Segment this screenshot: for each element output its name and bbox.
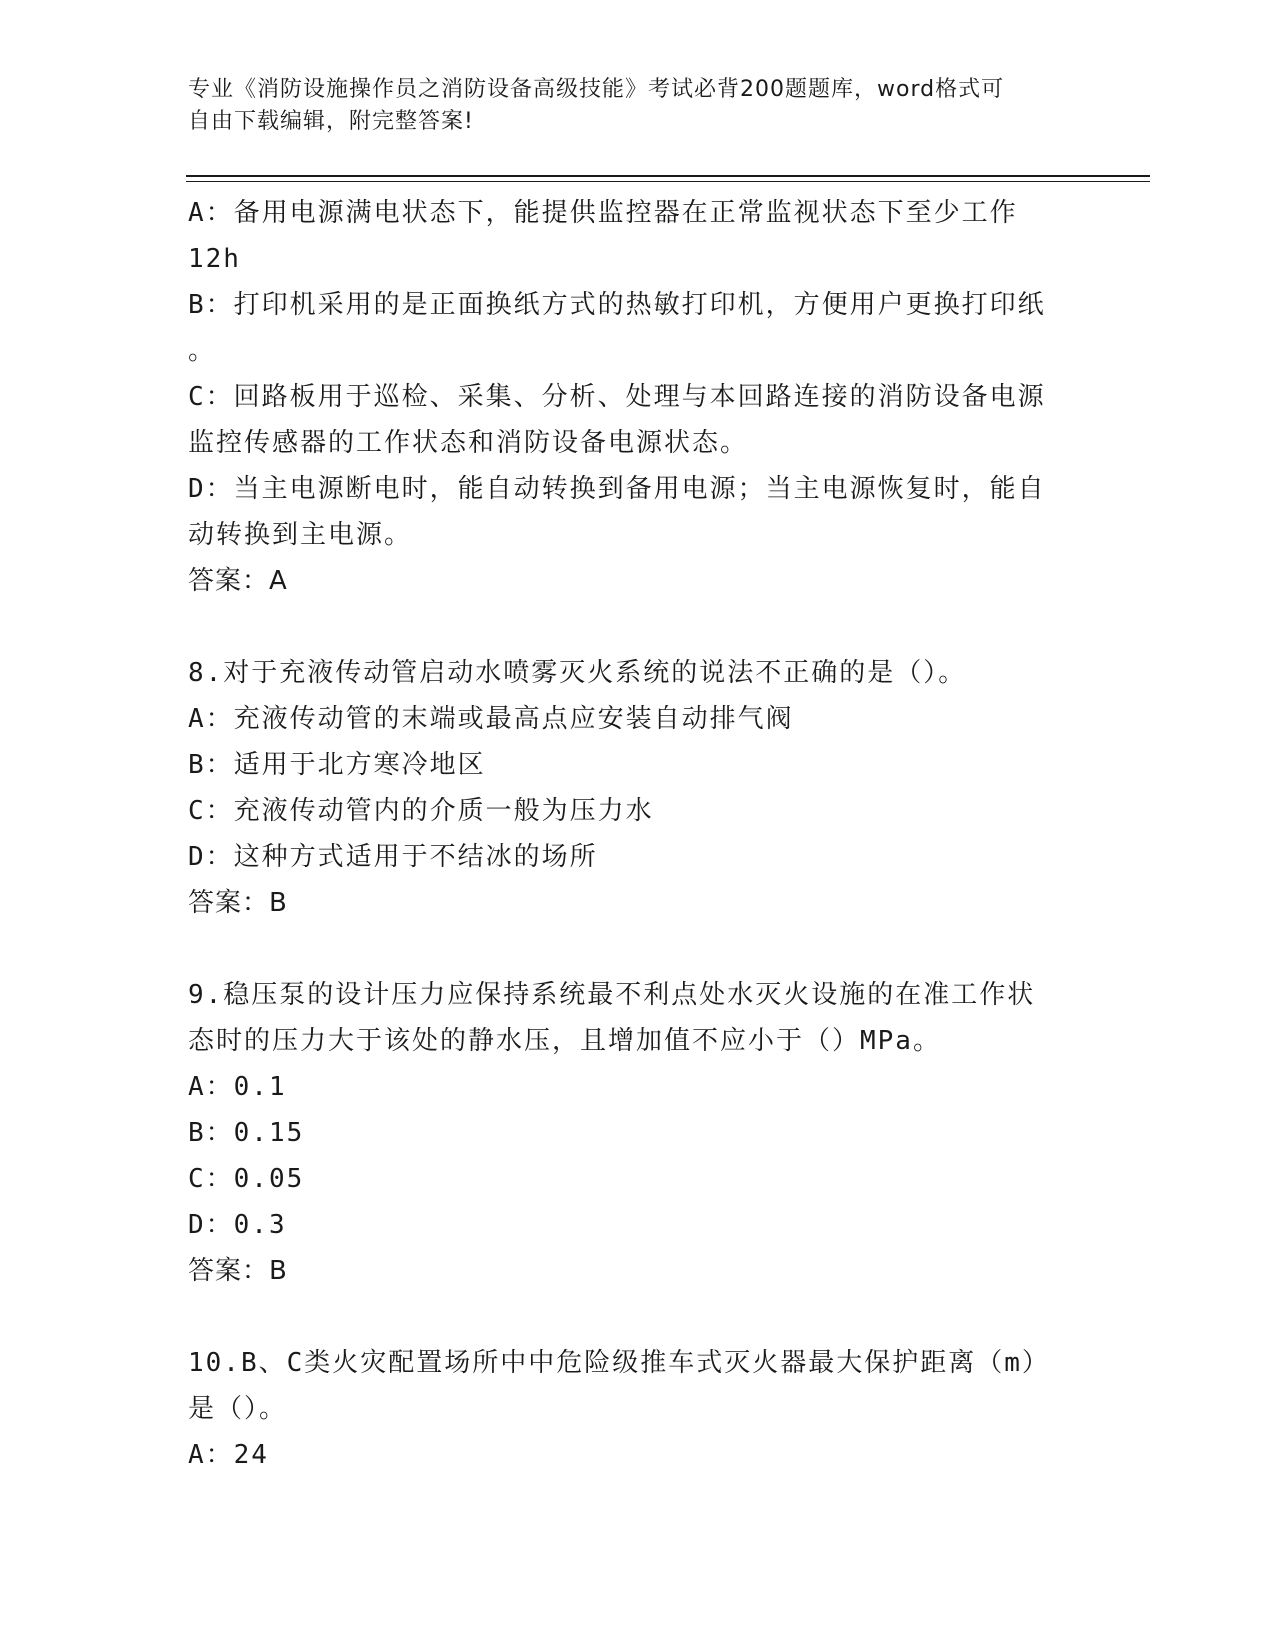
option-a-continued: 12h <box>188 244 241 274</box>
option-d: D：这种方式适用于不结冰的场所 <box>188 842 598 872</box>
option-c: C：0.05 <box>188 1164 305 1194</box>
option-a: A：0.1 <box>188 1072 287 1102</box>
answer-line: 答案：B <box>188 1256 288 1286</box>
header-divider-thick <box>186 175 1150 177</box>
spacer <box>188 926 1088 972</box>
answer-line: 答案：A <box>188 566 288 596</box>
option-a: A：充液传动管的末端或最高点应安装自动排气阀 <box>188 704 794 734</box>
option-a: A：备用电源满电状态下，能提供监控器在正常监视状态下至少工作 <box>188 198 1018 228</box>
question-block-10 <box>188 1340 1088 1478</box>
question-stem: 8.对于充液传动管启动水喷雾灭火系统的说法不正确的是（）。 <box>188 658 967 688</box>
question-block-previous <box>188 190 1088 604</box>
option-a: A：24 <box>188 1440 269 1470</box>
question-stem: 9.稳压泵的设计压力应保持系统最不利点处水灭火设施的在准工作状 <box>188 980 1036 1010</box>
document-header <box>188 74 1068 138</box>
header-line-1: 专业《消防设施操作员之消防设备高级技能》考试必背200题题库，word格式可 <box>188 77 1005 102</box>
answer-line: 答案：B <box>188 888 288 918</box>
question-stem: 10.B、C类火灾配置场所中中危险级推车式灭火器最大保护距离（m） <box>188 1348 1050 1378</box>
option-d-continued: 动转换到主电源。 <box>188 520 413 550</box>
option-c: C：回路板用于巡检、采集、分析、处理与本回路连接的消防设备电源 <box>188 382 1046 412</box>
option-c: C：充液传动管内的介质一般为压力水 <box>188 796 654 826</box>
option-b: B：适用于北方寒冷地区 <box>188 750 486 780</box>
option-b: B：打印机采用的是正面换纸方式的热敏打印机，方便用户更换打印纸 <box>188 290 1046 320</box>
spacer <box>188 604 1088 650</box>
spacer <box>188 1294 1088 1340</box>
question-stem-continued: 是（）。 <box>188 1394 288 1424</box>
question-block-8 <box>188 650 1088 926</box>
header-line-2: 自由下载编辑，附完整答案! <box>188 109 474 134</box>
option-c-continued: 监控传感器的工作状态和消防设备电源状态。 <box>188 428 749 458</box>
option-b: B：0.15 <box>188 1118 305 1148</box>
option-b-continued: 。 <box>188 336 217 366</box>
option-d: D：当主电源断电时，能自动转换到备用电源；当主电源恢复时，能自 <box>188 474 1046 504</box>
option-d: D：0.3 <box>188 1210 287 1240</box>
header-divider-thin <box>186 181 1150 182</box>
question-stem-continued: 态时的压力大于该处的静水压，且增加值不应小于（）MPa。 <box>188 1026 941 1056</box>
question-list <box>188 190 1088 1478</box>
question-block-9 <box>188 972 1088 1294</box>
